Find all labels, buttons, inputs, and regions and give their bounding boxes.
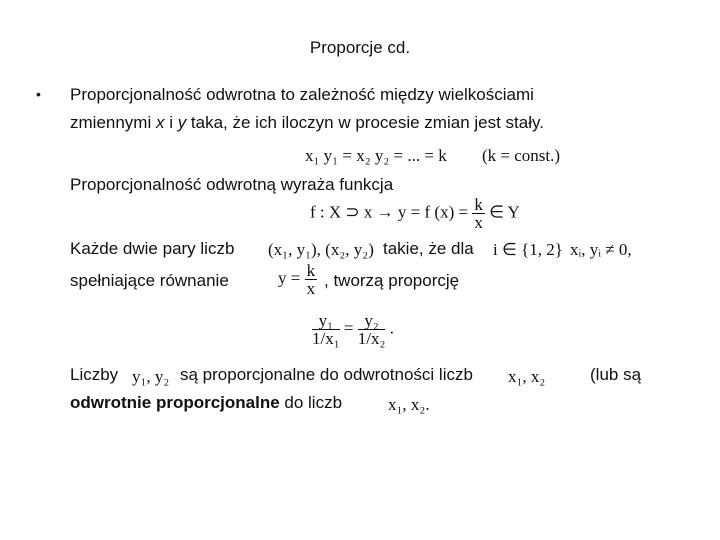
paragraph-4-line-1a: Liczby <box>70 365 119 384</box>
eq-numerator: k <box>306 261 316 280</box>
text-i: i <box>164 113 178 132</box>
paragraph-2: Proporcjonalność odwrotną wyraża funkcja <box>70 175 394 194</box>
paragraph-4-line-2 <box>70 392 342 414</box>
formula-k-const: (k = const.) <box>482 146 561 165</box>
formula-i-in-set: i ∈ {1, 2} <box>493 240 563 259</box>
prop-numerator-1: y₁ <box>312 312 340 330</box>
eq-lhs: y = <box>278 268 301 288</box>
paragraph-4-line-1b: są proporcjonalne do odwrotności liczb <box>180 365 473 384</box>
formula-product-equality: x₁ y₁ = x₂ y₂ = ... = k <box>305 146 447 165</box>
formula-xs-end: x₁, x₂. <box>388 395 430 414</box>
prop-equals: = <box>343 318 354 338</box>
prop-fraction-2 <box>358 312 386 347</box>
prop-denominator-1: 1/x₁ <box>312 329 340 348</box>
text-do-liczb: do liczb <box>279 393 343 412</box>
bullet-point: • <box>36 86 41 102</box>
prop-fraction-1 <box>312 312 340 347</box>
paragraph-3-line-2b: , tworzą proporcję <box>324 271 460 290</box>
eq-fraction <box>305 262 318 297</box>
paragraph-4-line-1c: (lub są <box>590 365 642 384</box>
func-denominator: x <box>474 213 483 232</box>
formula-ys: y₁, y₂ <box>132 367 170 386</box>
formula-nonzero: xᵢ, yᵢ ≠ 0, <box>570 240 632 259</box>
formula-equation <box>278 262 317 297</box>
paragraph-3-line-1b: takie, że dla <box>383 239 474 258</box>
text-zmiennymi: zmiennymi <box>70 113 156 132</box>
var-x: x <box>155 113 165 132</box>
prop-numerator-2: y₂ <box>358 312 386 330</box>
bold-term: odwrotnie proporcjonalne <box>70 393 280 412</box>
func-numerator: k <box>474 195 483 214</box>
func-rhs: ∈ Y <box>489 202 520 222</box>
paragraph-3-line-1a: Każde dwie pary liczb <box>70 239 235 258</box>
paragraph-1-line-2 <box>70 112 544 134</box>
slide-title: Proporcje cd. <box>309 38 411 57</box>
func-fraction <box>472 196 485 231</box>
formula-xs: x₁, x₂ <box>508 367 546 386</box>
paragraph-3-line-2a: spełniające równanie <box>70 271 229 290</box>
eq-denominator: x <box>306 279 316 298</box>
text-taka: taka, że ich iloczyn w procesie zmian jest stały. <box>186 113 544 132</box>
formula-function <box>310 196 520 231</box>
paragraph-1-line-1: Proporcjonalność odwrotna to zależność między wielkościami <box>70 85 534 104</box>
prop-denominator-2: 1/x₂ <box>357 329 386 348</box>
func-lhs: f : X ⊃ x → y = f (x) = <box>310 202 469 222</box>
prop-period: . <box>389 318 394 338</box>
var-y: y <box>177 113 187 132</box>
formula-proportion <box>312 312 394 347</box>
formula-pairs: (x₁, y₁), (x₂, y₂) <box>268 240 374 259</box>
